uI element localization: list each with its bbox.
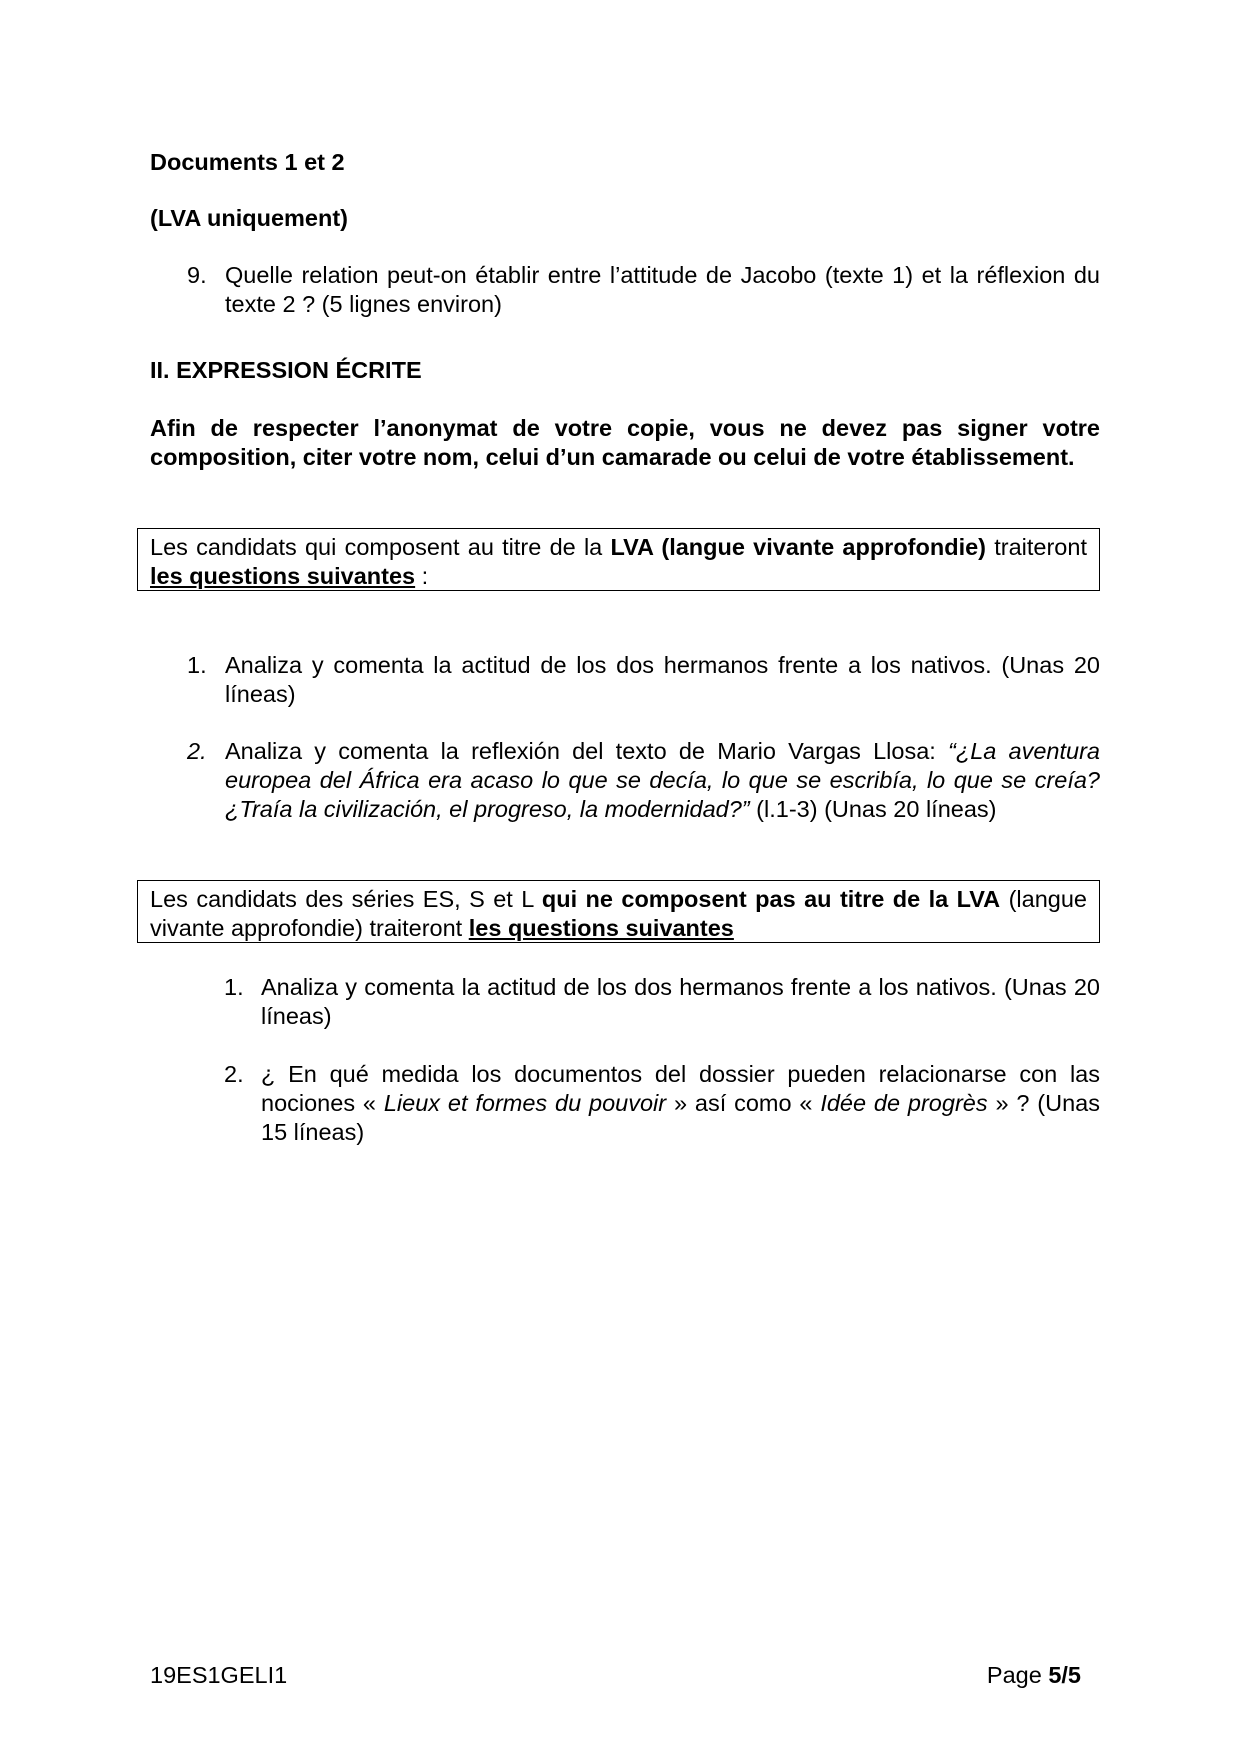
question-tail: (l.1-3) (Unas 20 líneas) [749,796,997,822]
box-text: Les candidats qui composent au titre de la [150,534,611,560]
question-lead: ¿ En qué medida los documentos del dossier pueden relacionarse con las nociones « [261,1061,1100,1116]
question-number: 2. [187,738,207,764]
page-number: 5/5 [1048,1662,1081,1688]
box-bold-text: qui ne composent pas au titre de la LVA [541,886,1001,912]
box-text: (langue vivante approfondie) traiteront [150,886,1087,941]
notion-name: Idée de progrès [820,1090,988,1116]
document-code: 19ES1GELI1 [150,1662,288,1688]
question-text [225,737,1100,824]
question-number: 1. [224,974,244,1000]
question-mid: » así como « [666,1090,821,1116]
question-lead: Analiza y comenta la reflexión del texto de Mario Vargas Llosa: [225,738,949,764]
box-bold-text: LVA (langue vivante approfondie) [610,534,986,560]
box-text: : [415,563,429,589]
documents-heading: Documents 1 et 2 [150,149,345,175]
question-text [261,1060,1100,1147]
box-underlined-text: les questions suivantes [150,563,416,589]
question-text: Analiza y comenta la actitud de los dos hermanos frente a los nativos. (Unas 20 líneas) [261,974,1100,1029]
lva-note: (LVA uniquement) [150,205,348,231]
section-title: II. EXPRESSION ÉCRITE [150,357,422,383]
page-label: Page [986,1662,1049,1688]
box-underlined-text: les questions suivantes [468,915,734,941]
question-number: 9. [187,262,207,288]
question-tail: » ? (Unas 15 líneas) [261,1090,1100,1145]
question-quote: “¿La aventura europea del África era acaso lo que se decía, lo que se escribía, lo que se creía? ¿Traía la civilización, el progreso, la modernidad?” [225,738,1100,822]
question-text: Quelle relation peut-on établir entre l’attitude de Jacobo (texte 1) et la réflexion du texte 2 ? (5 lignes environ) [225,262,1100,317]
anonymity-notice: Afin de respecter l’anonymat de votre copie, vous ne devez pas signer votre composition, citer votre nom, celui d’un camarade ou celui de votre établissement. [150,415,1100,470]
notion-name: Lieux et formes du pouvoir [383,1090,667,1116]
non-lva-instruction-box [137,880,1100,943]
page-indicator [987,1661,1081,1690]
box-text: traiteront [986,534,1087,560]
question-number: 1. [187,652,207,678]
box-text: Les candidats des séries ES, S et L [150,886,542,912]
question-number: 2. [224,1061,244,1087]
question-text: Analiza y comenta la actitud de los dos hermanos frente a los nativos. (Unas 20 líneas) [225,652,1100,707]
lva-instruction-box [137,528,1100,591]
